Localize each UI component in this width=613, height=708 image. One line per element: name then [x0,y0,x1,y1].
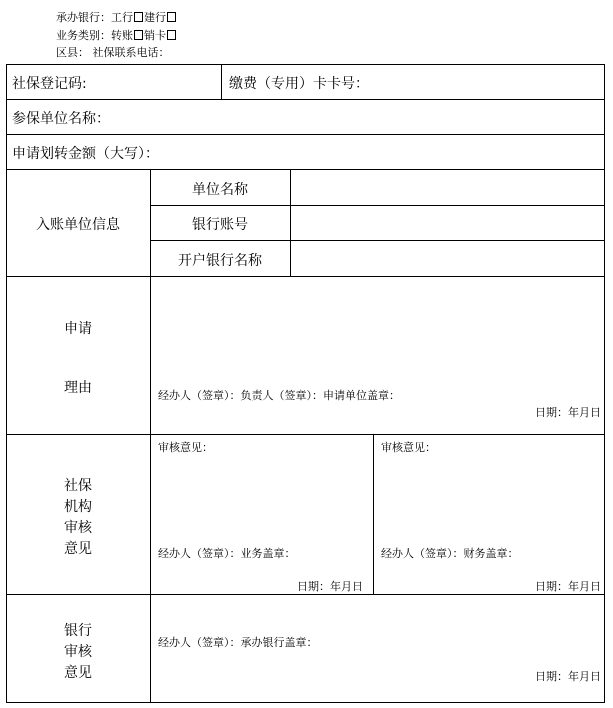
bank-review-l1: 银行 [64,623,92,639]
bank-review-date: 日期：年月日 [535,670,601,683]
ss-sign-left: 经办人（签章）：业务盖章： [158,547,296,560]
ss-opinion-left: 审核意见： [158,441,213,454]
bank-account-field[interactable] [291,206,604,240]
bank-review-l3: 意见 [64,665,92,681]
district-label: 区县： [56,46,89,59]
bank-line [56,11,177,24]
rule-top [6,64,605,65]
type-option-cancel: 销卡 [144,29,166,42]
account-unit-name-label: 单位名称 [192,182,248,198]
district-line [56,46,170,59]
bank-option-icbc: 工行 [111,11,133,24]
ss-date-right: 日期：年月日 [535,580,601,593]
rule-1 [6,99,605,100]
rule-right [604,64,605,703]
checkbox-icbc[interactable] [134,12,143,22]
ss-review-l3: 审核 [64,520,92,536]
district-phone-label: 社保联系电话： [92,46,170,59]
type-line [56,29,177,42]
ss-opinion-right: 审核意见： [381,441,436,454]
bank-review-signature: 经办人（签章）：承办银行盖章： [158,636,318,649]
ss-review-l4: 意见 [64,541,92,557]
rule-8 [6,594,605,595]
reason-date: 日期：年月日 [535,406,601,419]
reason-label-apply: 申请 [64,321,92,337]
reason-label-reason: 理由 [64,380,92,396]
ss-date-left: 日期：年月日 [297,580,363,593]
checkbox-ccb[interactable] [167,12,176,22]
bank-label: 承办银行： [56,11,111,24]
rule-7 [6,434,605,435]
opening-bank-field[interactable] [291,241,604,276]
reg-code-label: 社保登记码: [12,76,87,92]
rule-bottom [6,702,605,703]
unit-name-label: 参保单位名称： [12,111,110,127]
rule-review-split [373,434,374,595]
opening-bank-label: 开户银行名称 [178,253,262,269]
reason-signature: 经办人（签章）：负责人（签章）：申请单位盖章： [158,389,400,402]
checkbox-cancel[interactable] [167,30,176,40]
bank-option-ccb: 建行 [144,11,166,24]
type-option-transfer: 转账 [111,29,133,42]
ss-sign-right: 经办人（签章）：财务盖章： [381,547,519,560]
ss-review-l1: 社保 [64,478,92,494]
type-label: 业务类别： [56,29,111,42]
bank-account-label: 银行账号 [192,217,248,233]
rule-reg-split [221,64,222,100]
bank-review-l2: 审核 [64,644,92,660]
card-number-label: 缴费（专用）卡卡号： [229,76,369,92]
amount-label: 申请划转金额（大写）： [12,146,159,162]
account-unit-name-field[interactable] [291,170,604,205]
ss-review-l2: 机构 [64,499,92,515]
checkbox-transfer[interactable] [134,30,143,40]
rule-6 [6,276,605,277]
account-info-label: 入账单位信息 [36,217,120,233]
rule-2 [6,134,605,135]
